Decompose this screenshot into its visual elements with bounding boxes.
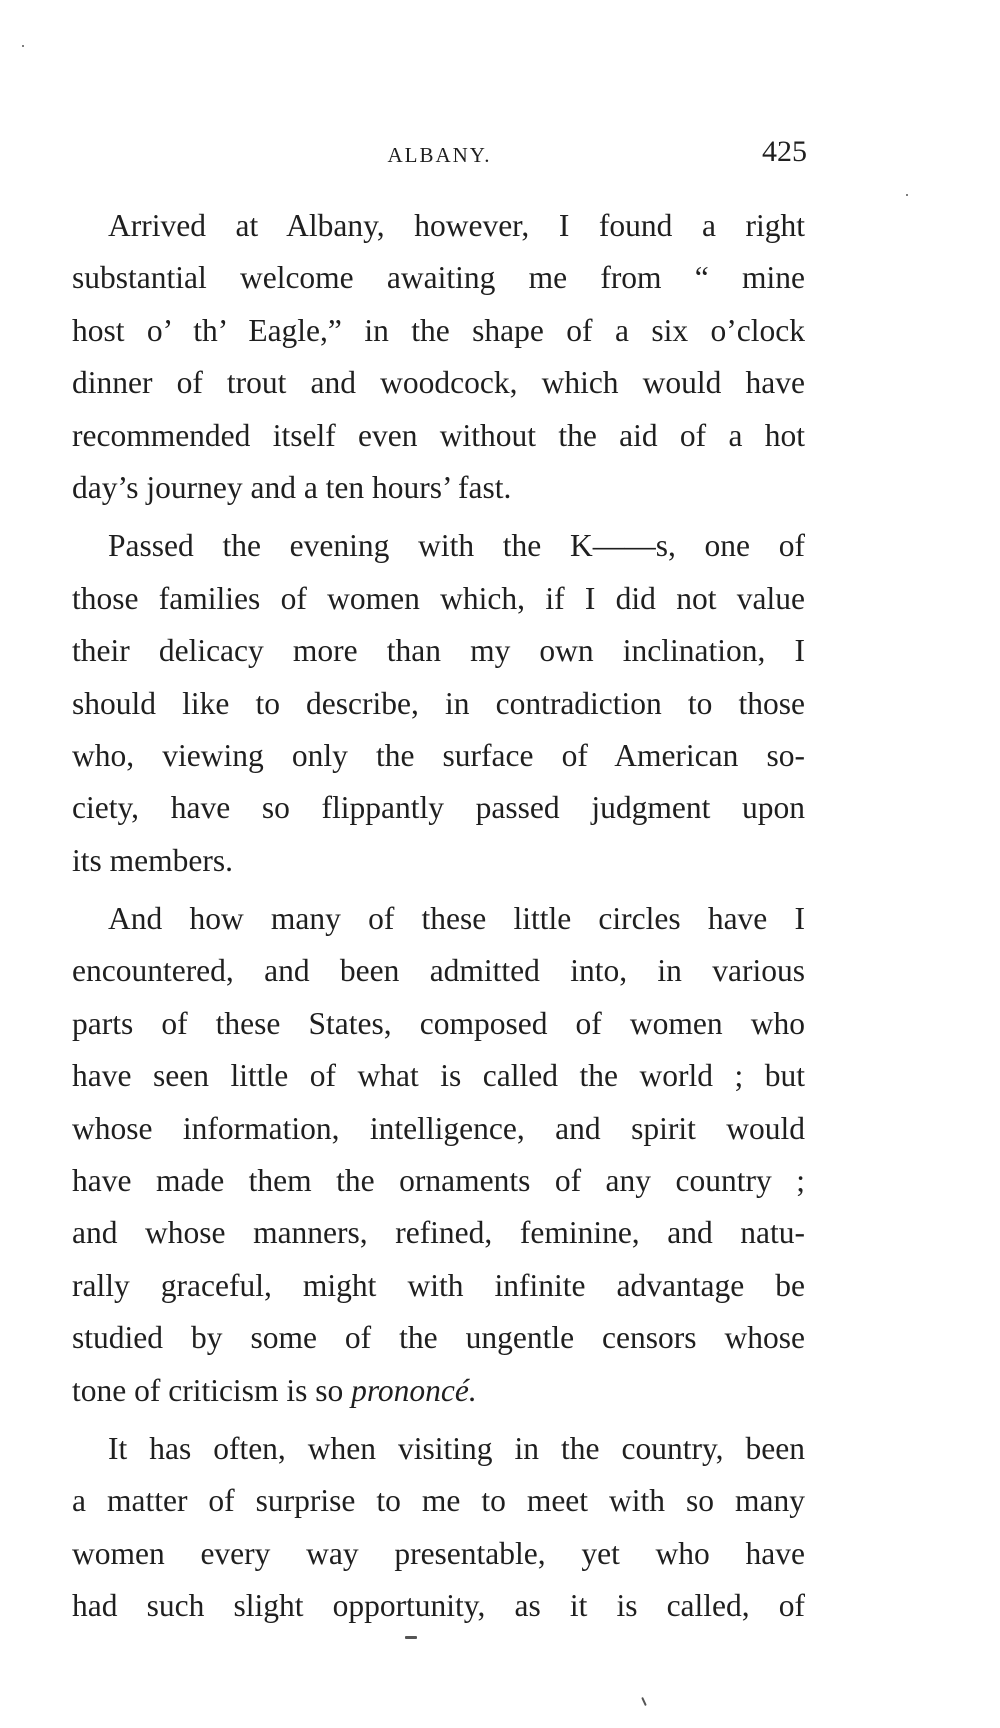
- ink-speck: [405, 1636, 417, 1639]
- text-line: whose information, intelligence, and spirit would: [72, 1110, 805, 1146]
- paragraph-1: [72, 200, 805, 514]
- text-line: parts of these States, composed of women who: [72, 1005, 805, 1041]
- ink-speck: [22, 45, 24, 47]
- paragraph-2: [72, 520, 805, 887]
- text-line: should like to describe, in contradiction to those: [72, 685, 805, 721]
- page-header: [72, 135, 807, 175]
- text-line: substantial welcome awaiting me from “ mine: [72, 260, 805, 296]
- text-line: Passed the evening with the K——s, one of: [108, 528, 805, 564]
- text-line: day’s journey and a ten hours’ fast.: [72, 469, 512, 505]
- text-line: dinner of trout and woodcock, which would have: [72, 365, 805, 401]
- text-line: recommended itself even without the aid of a hot: [72, 417, 805, 453]
- page-number: 425: [762, 135, 807, 168]
- text-line: had such slight opportunity, as it is called, of: [72, 1588, 805, 1624]
- paragraph-3: [72, 893, 805, 1417]
- text-line: women every way presentable, yet who have: [72, 1535, 805, 1571]
- text-line: have seen little of what is called the world ; but: [72, 1058, 805, 1094]
- paragraph-4: [72, 1423, 805, 1633]
- text-line: and whose manners, refined, feminine, and natu-: [72, 1215, 805, 1251]
- text-line: rally graceful, might with infinite advantage be: [72, 1267, 805, 1303]
- text-line: have made them the ornaments of any country ;: [72, 1163, 805, 1199]
- text-line: It has often, when visiting in the country, been: [108, 1430, 805, 1466]
- text-line: their delicacy more than my own inclination, I: [72, 633, 805, 669]
- text-line: encountered, and been admitted into, in various: [72, 953, 805, 989]
- italic-word: prononcé.: [351, 1372, 477, 1408]
- text-line: ciety, have so flippantly passed judgment upon: [72, 790, 805, 826]
- text-line: [72, 1365, 805, 1417]
- ink-speck: [906, 194, 908, 196]
- text-line: Arrived at Albany, however, I found a right: [108, 208, 805, 243]
- text-line: who, viewing only the surface of American so-: [72, 737, 805, 773]
- text-line-prefix: tone of criticism is so: [72, 1372, 352, 1408]
- running-head: ALBANY.: [387, 143, 492, 167]
- text-line: a matter of surprise to me to meet with so many: [72, 1483, 805, 1519]
- body-text: [72, 200, 805, 1639]
- text-line: its members.: [72, 842, 233, 878]
- text-line: studied by some of the ungentle censors whose: [72, 1320, 805, 1356]
- text-line: host o’ th’ Eagle,” in the shape of a six o’clock: [72, 312, 805, 348]
- ink-speck: [641, 1697, 647, 1706]
- text-line: And how many of these little circles have I: [108, 901, 805, 937]
- text-line: those families of women which, if I did not value: [72, 580, 805, 616]
